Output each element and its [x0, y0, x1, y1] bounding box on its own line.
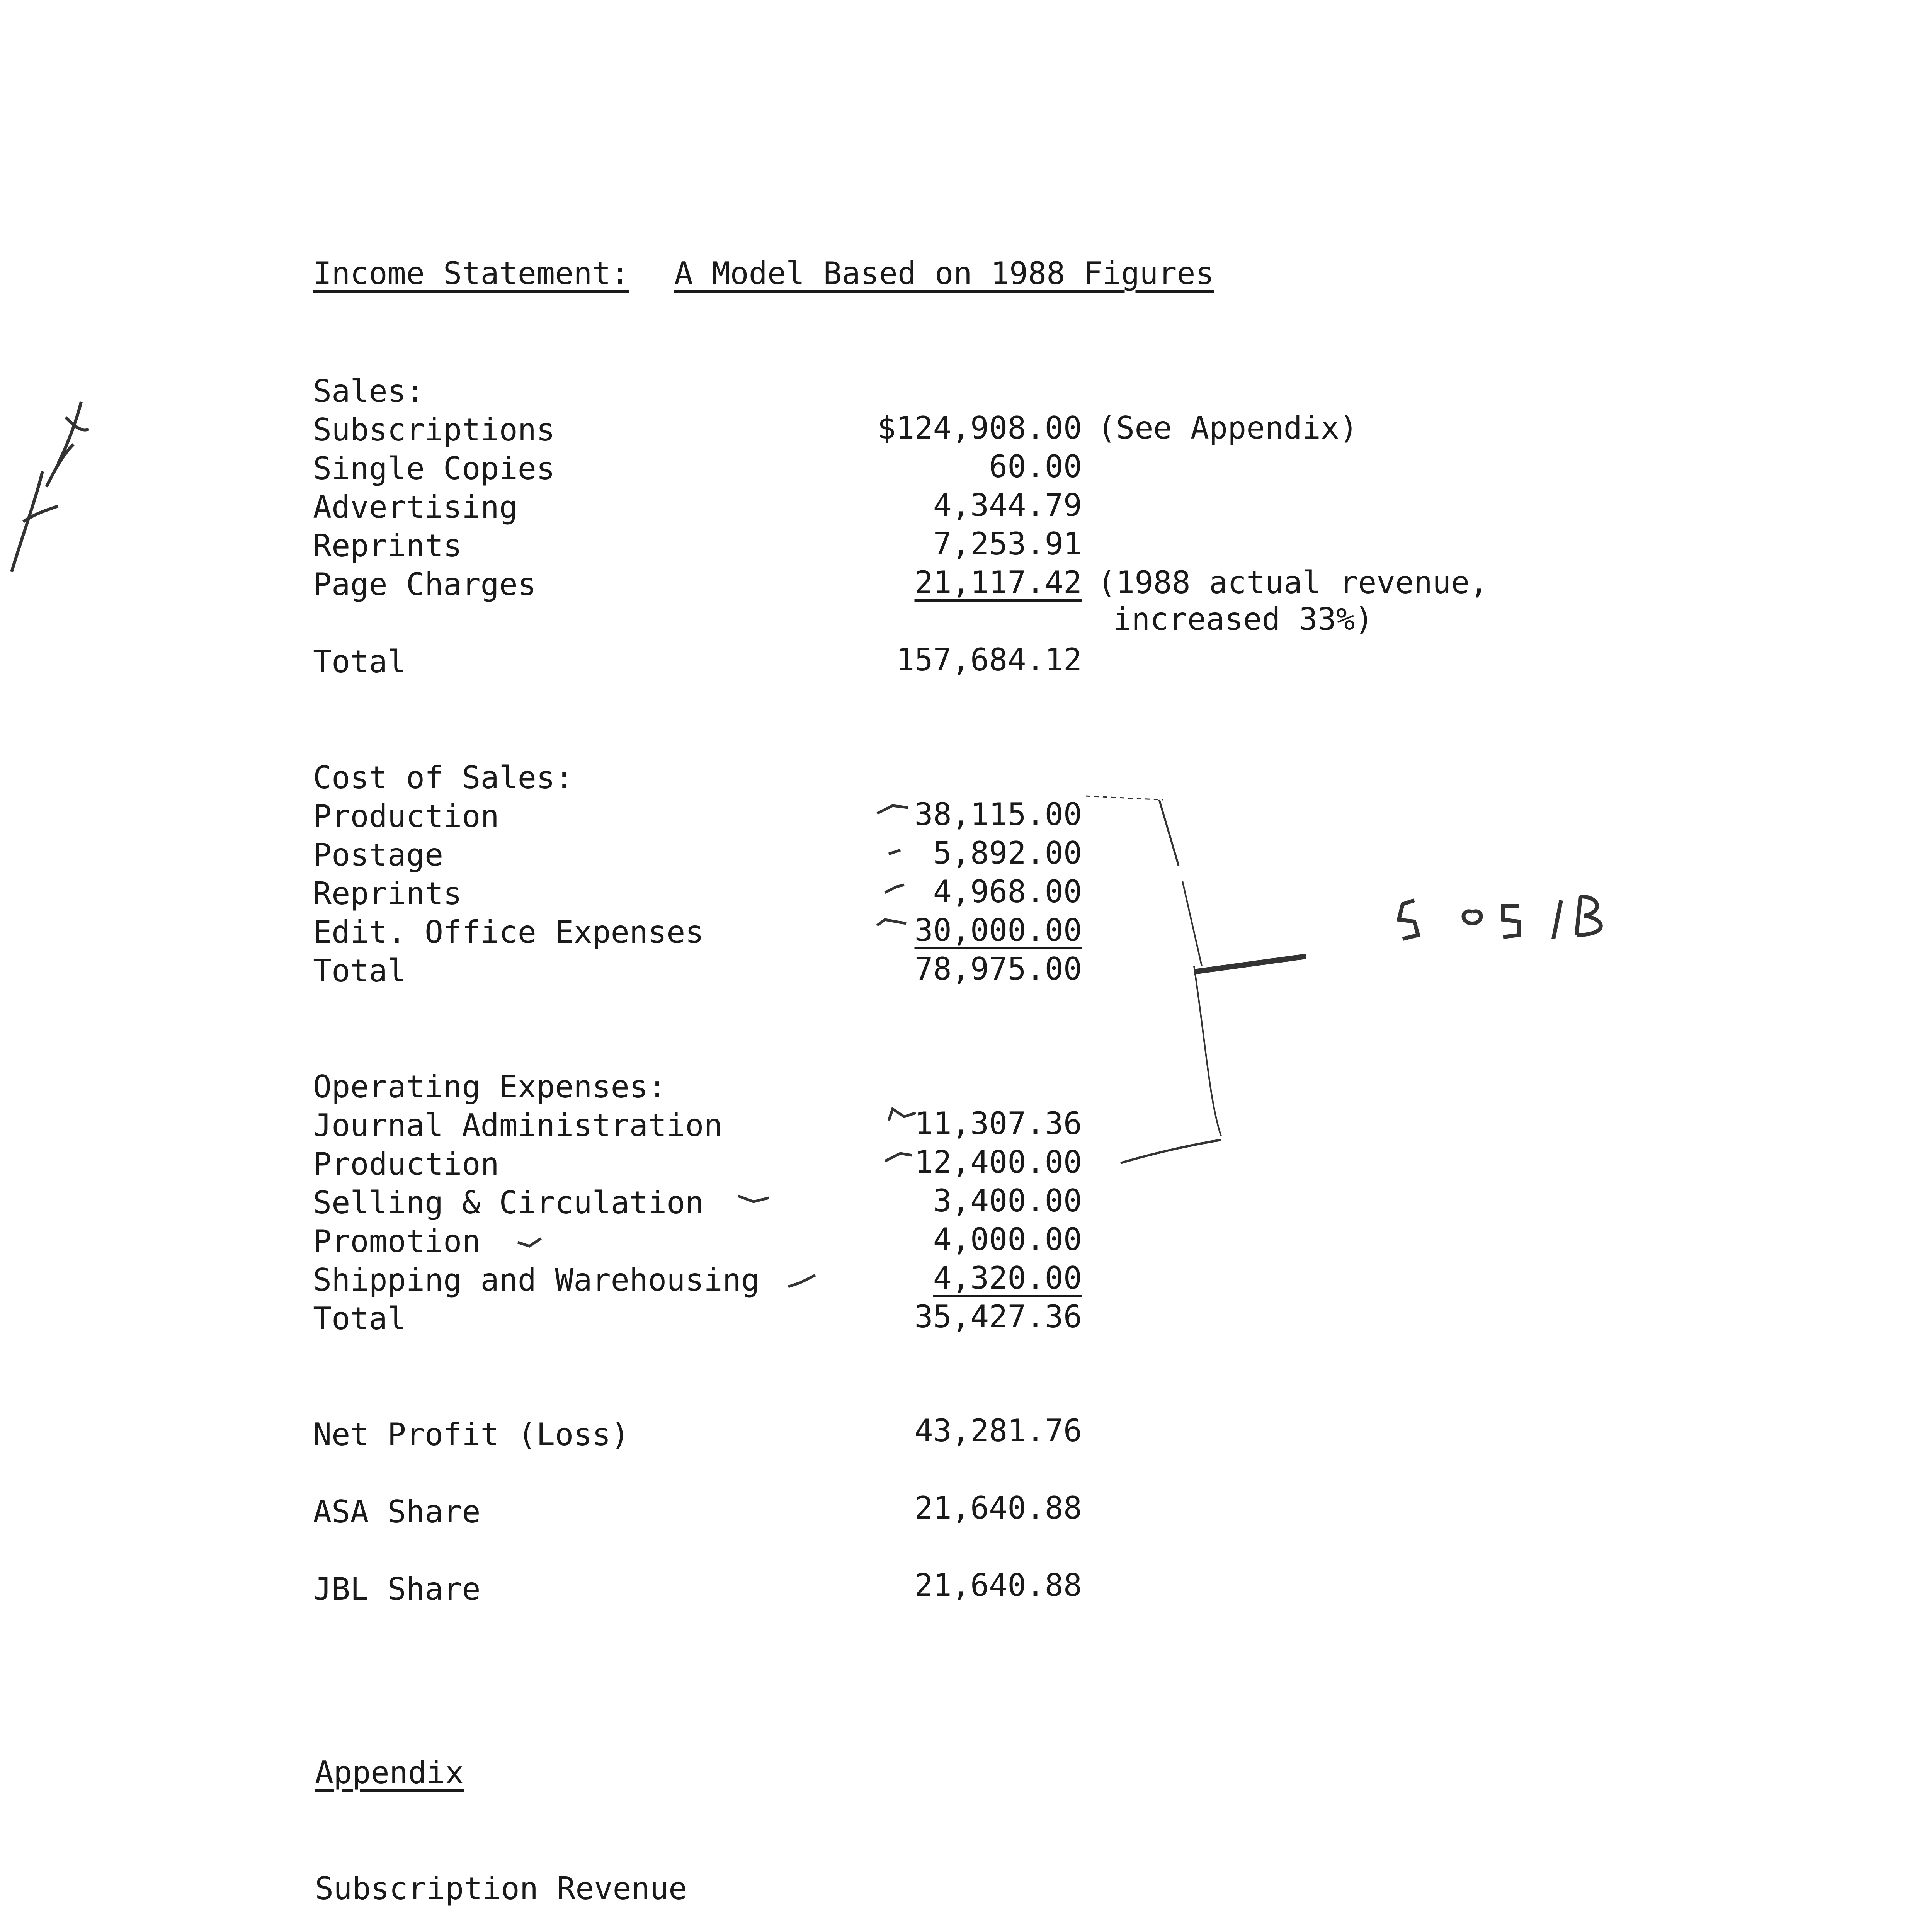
sales-label-reprints: Reprints	[313, 528, 462, 564]
appendix-subheading: Subscription Revenue	[315, 1871, 687, 1906]
asa-share-label: ASA Share	[313, 1494, 481, 1530]
appendix-heading: Appendix	[315, 1755, 464, 1791]
title-right: A Model Based on 1988 Figures	[674, 255, 1214, 291]
cost-label-postage: Postage	[313, 837, 444, 873]
cost-total-label: Total	[313, 953, 406, 989]
opex-value-selling: 3,400.00	[933, 1183, 1082, 1219]
sales-value-page-charges: 21,117.42	[914, 565, 1082, 600]
margin-handwriting	[12, 402, 89, 572]
opex-label-promotion: Promotion	[313, 1223, 481, 1259]
opex-label-shipping: Shipping and Warehousing	[313, 1262, 760, 1298]
sales-value-subscriptions: $124,908.00	[877, 410, 1082, 446]
sales-note-page-charges: (1988 actual revenue,	[1097, 565, 1488, 600]
cost-label-edit-office: Edit. Office Expenses	[313, 914, 704, 950]
opex-total-value: 35,427.36	[914, 1299, 1082, 1335]
cost-value-production: 38,115.00	[914, 796, 1082, 832]
sales-heading: Sales:	[313, 373, 425, 409]
cost-heading: Cost of Sales:	[313, 760, 574, 796]
sales-label-subscriptions: Subscriptions	[313, 412, 555, 448]
cost-total-value: 78,975.00	[914, 951, 1082, 987]
sales-value-reprints: 7,253.91	[933, 526, 1082, 562]
sales-note-page-charges-2: increased 33%)	[1113, 601, 1374, 637]
opex-value-promotion: 4,000.00	[933, 1221, 1082, 1257]
jbl-share-label: JBL Share	[313, 1571, 481, 1607]
cost-label-reprints: Reprints	[313, 876, 462, 912]
opex-total-label: Total	[313, 1301, 406, 1337]
opex-heading: Operating Expenses:	[313, 1069, 667, 1105]
sales-value-advertising: 4,344.79	[933, 487, 1082, 523]
opex-label-production: Production	[313, 1146, 499, 1182]
sales-total-value: 157,684.12	[896, 642, 1082, 678]
cost-value-edit-office: 30,000.00	[914, 912, 1082, 948]
sales-label-advertising: Advertising	[313, 489, 518, 525]
sales-label-page-charges: Page Charges	[313, 566, 536, 602]
opex-value-production: 12,400.00	[914, 1144, 1082, 1180]
jbl-share-value: 21,640.88	[914, 1567, 1082, 1603]
opex-value-shipping: 4,320.00	[933, 1260, 1082, 1296]
right-handwriting	[1399, 896, 1601, 939]
cost-value-postage: 5,892.00	[933, 835, 1082, 871]
opex-value-journal-admin: 11,307.36	[914, 1105, 1082, 1141]
asa-share-value: 21,640.88	[914, 1490, 1082, 1526]
sales-total-label: Total	[313, 644, 406, 680]
sales-note-subscriptions: (See Appendix)	[1097, 410, 1358, 446]
net-profit-label: Net Profit (Loss)	[313, 1417, 629, 1452]
cost-value-reprints: 4,968.00	[933, 874, 1082, 910]
cost-label-production: Production	[313, 798, 499, 834]
net-profit-value: 43,281.76	[914, 1413, 1082, 1449]
sales-label-single-copies: Single Copies	[313, 451, 555, 486]
title-left: Income Statement:	[313, 255, 629, 291]
bracket-lines	[1086, 796, 1306, 1163]
sales-value-single-copies: 60.00	[989, 449, 1082, 485]
check-marks	[518, 806, 916, 1287]
opex-label-journal-admin: Journal Administration	[313, 1107, 723, 1143]
opex-label-selling: Selling & Circulation	[313, 1185, 704, 1221]
